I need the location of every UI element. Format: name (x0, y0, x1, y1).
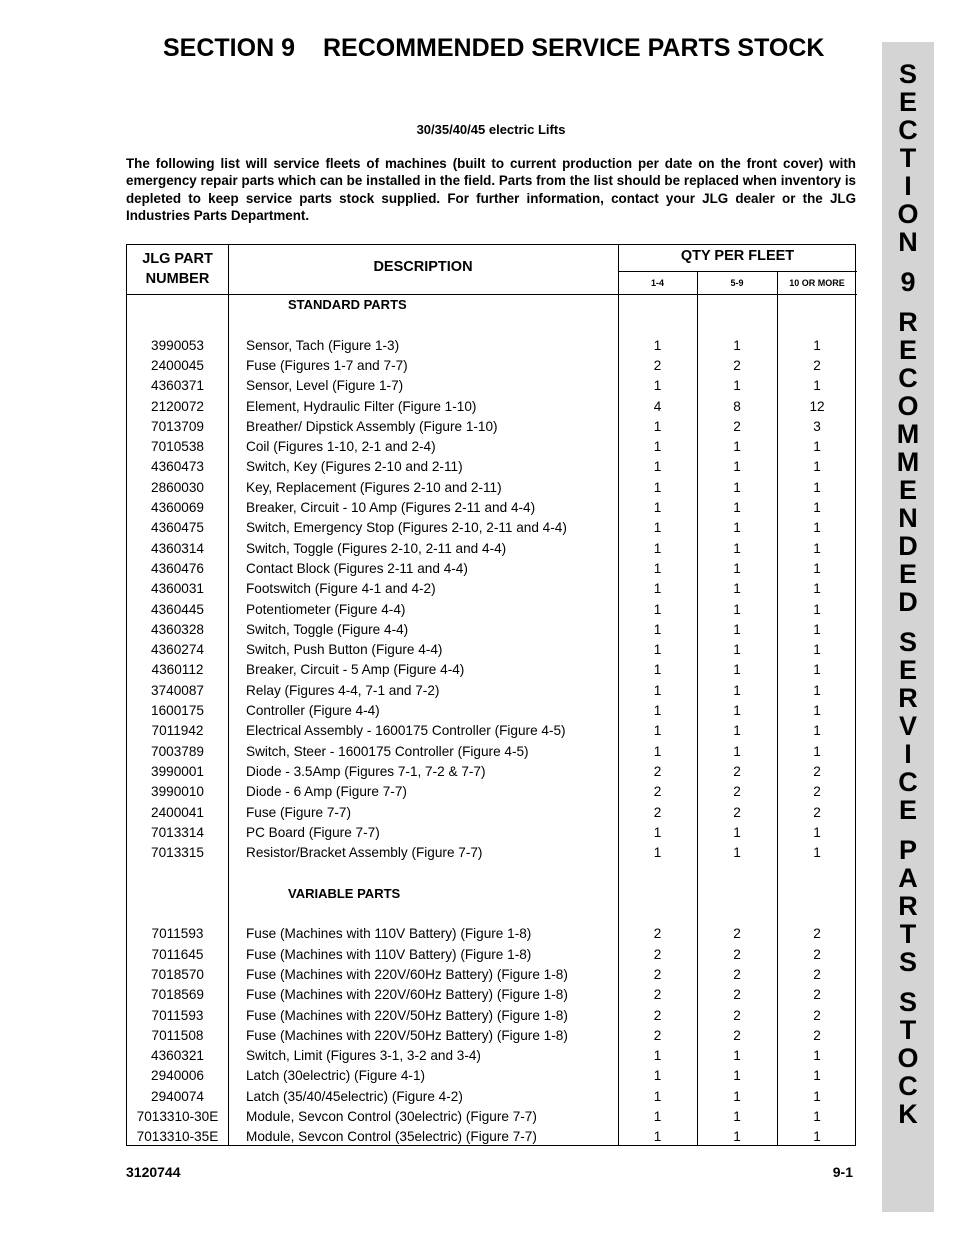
qty-5-9-cell: 2 (733, 357, 741, 373)
qty-1-4-cell: 2 (653, 987, 662, 1003)
qty-10-or-more-cell: 2 (813, 1027, 821, 1043)
table-row (127, 336, 857, 356)
qty-1-4-cell: 1 (653, 662, 662, 678)
part-number-cell: 1600175 (151, 703, 204, 718)
description-cell: Fuse (Machines with 110V Battery) (Figure 1-8) (246, 926, 532, 942)
qty-5-9-cell: 1 (733, 601, 741, 617)
page-title (163, 34, 824, 63)
qty-1-4-cell: 2 (653, 357, 662, 373)
qty-1-4-cell: 1 (653, 1109, 662, 1124)
qty-10-or-more-cell: 1 (813, 479, 821, 495)
qty-1-4-cell: 2 (653, 784, 662, 800)
qty-10-or-more-cell: 1 (813, 459, 821, 475)
description-cell: Diode - 3.5Amp (Figures 7-1, 7-2 & 7-7) (246, 763, 486, 779)
side-tab-letter: T (899, 1015, 917, 1045)
part-number-cell: 4360069 (151, 500, 204, 515)
side-tab-letter: C (898, 767, 918, 797)
side-tab-word (898, 836, 918, 976)
qty-5-9-cell: 1 (733, 1088, 741, 1104)
side-tab-letter: O (897, 391, 919, 421)
side-tab-letter: E (898, 559, 917, 589)
table-row (127, 1046, 857, 1066)
table-row (127, 721, 857, 741)
page-number: 9-1 (832, 1164, 853, 1180)
table-row (127, 1026, 857, 1046)
table-row (127, 843, 857, 863)
side-tab-letter: D (898, 531, 918, 561)
side-tab-letter: I (904, 739, 912, 769)
qty-10-or-more-cell: 1 (813, 581, 821, 597)
qty-10-or-more-cell: 1 (813, 621, 821, 637)
qty-10-or-more-cell: 1 (813, 1048, 821, 1064)
qty-5-9-cell: 2 (733, 784, 741, 800)
side-tab-letter: S (898, 947, 917, 977)
table-row (127, 701, 857, 721)
qty-10-or-more-cell: 2 (813, 763, 821, 779)
qty-10-or-more-cell: 12 (809, 398, 825, 414)
side-tab-letter: T (899, 143, 917, 173)
description-cell: Coil (Figures 1-10, 2-1 and 2-4) (246, 439, 436, 455)
table-row (127, 579, 857, 599)
qty-10-or-more-cell: 1 (813, 601, 821, 617)
table-row (127, 559, 857, 579)
description-cell: Fuse (Figure 7-7) (246, 804, 352, 820)
qty-10-or-more-cell: 2 (813, 804, 821, 820)
side-tab-letter: A (898, 863, 918, 893)
side-tab-word (900, 268, 915, 296)
part-number-cell: 2940006 (151, 1068, 204, 1084)
qty-1-4-cell: 1 (653, 459, 662, 475)
side-tab-letter: E (898, 335, 917, 365)
qty-1-4-cell: 1 (653, 1088, 662, 1104)
part-number-cell: 7011508 (151, 1027, 204, 1043)
qty-5-9-cell: 2 (733, 946, 741, 962)
part-number-cell: 4360475 (151, 520, 204, 536)
qty-5-9-cell: 1 (733, 662, 741, 678)
part-number-cell: 2860030 (151, 479, 204, 495)
table-row (127, 681, 857, 701)
side-tab-letter: E (898, 655, 917, 685)
description-cell: Fuse (Machines with 220V/50Hz Battery) (Figure 1-8) (246, 1007, 568, 1023)
qty-1-4-cell: 1 (653, 439, 662, 455)
qty-5-9-cell: 1 (733, 1109, 741, 1124)
header-divider (618, 271, 857, 272)
header-description: DESCRIPTION (373, 259, 473, 275)
description-cell: Module, Sevcon Control (35electric) (Figure 7-7) (246, 1129, 537, 1145)
qty-5-9-cell: 1 (733, 439, 741, 455)
side-tab-letter: C (898, 1071, 918, 1101)
part-number-cell: 7013310-35E (136, 1129, 219, 1145)
part-number-cell: 7010538 (151, 439, 204, 455)
qty-10-or-more-cell: 1 (813, 743, 821, 759)
table-row (127, 985, 857, 1005)
qty-1-4-cell: 1 (653, 601, 662, 617)
side-tab-letter: R (898, 307, 918, 337)
qty-1-4-cell: 1 (653, 824, 662, 840)
table-row (127, 620, 857, 640)
qty-10-or-more-cell: 1 (813, 439, 821, 455)
side-tab-word (897, 308, 920, 616)
side-tab-word (897, 60, 918, 256)
description-cell: Footswitch (Figure 4-1 and 4-2) (246, 581, 436, 597)
table-row (127, 640, 857, 660)
side-tab-letter: N (898, 503, 918, 533)
qty-5-9-cell: 2 (733, 418, 741, 434)
side-tab-letter: E (898, 475, 917, 505)
description-cell: Key, Replacement (Figures 2-10 and 2-11) (246, 479, 502, 495)
qty-10-or-more-cell: 1 (813, 1068, 821, 1084)
header-qty-10-or-more: 10 OR MORE (789, 278, 845, 288)
table-row (127, 924, 857, 944)
part-number-cell: 4360328 (151, 621, 204, 637)
qty-5-9-cell: 2 (733, 966, 741, 982)
qty-10-or-more-cell: 2 (813, 987, 821, 1003)
description-cell: Switch, Emergency Stop (Figures 2-10, 2-11 and 4-4) (246, 520, 567, 536)
part-number-cell: 4360321 (151, 1048, 204, 1064)
document-number: 3120744 (126, 1164, 181, 1180)
part-number-cell: 7013315 (151, 845, 204, 861)
table-row (127, 457, 857, 477)
qty-1-4-cell: 1 (653, 621, 662, 637)
qty-5-9-cell: 1 (733, 500, 741, 515)
description-cell: Breaker, Circuit - 10 Amp (Figures 2-11 and 4-4) (246, 500, 536, 515)
qty-1-4-cell: 1 (653, 520, 662, 536)
side-tab (882, 42, 934, 1212)
part-number-cell: 4360476 (151, 560, 204, 576)
qty-5-9-cell: 2 (733, 987, 741, 1003)
qty-1-4-cell: 1 (653, 1048, 662, 1064)
qty-1-4-cell: 2 (653, 926, 662, 942)
qty-10-or-more-cell: 2 (813, 966, 821, 982)
part-number-cell: 4360112 (151, 662, 204, 678)
subtitle: 30/35/40/45 electric Lifts (416, 122, 566, 137)
qty-5-9-cell: 1 (733, 703, 741, 718)
side-tab-letter: I (904, 171, 912, 201)
side-tab-word (897, 988, 918, 1128)
qty-10-or-more-cell: 1 (813, 520, 821, 536)
qty-1-4-cell: 2 (653, 804, 662, 820)
table-row (127, 356, 857, 376)
side-tab-letter: E (898, 87, 917, 117)
description-cell: Controller (Figure 4-4) (246, 703, 380, 718)
part-number-cell: 3990010 (151, 784, 204, 800)
table-row (127, 539, 857, 559)
table-row (127, 965, 857, 985)
side-tab-letter: D (898, 587, 918, 617)
side-tab-letter: 9 (900, 267, 916, 297)
qty-5-9-cell: 1 (733, 1048, 741, 1064)
qty-10-or-more-cell: 1 (813, 560, 821, 576)
description-cell: Latch (30electric) (Figure 4-1) (246, 1068, 426, 1084)
header-part-number: JLG PART NUMBER (142, 251, 213, 287)
qty-10-or-more-cell: 1 (813, 703, 821, 718)
parts-table (126, 244, 856, 1146)
qty-10-or-more-cell: 1 (813, 378, 821, 394)
table-row (127, 498, 857, 518)
qty-10-or-more-cell: 2 (813, 926, 821, 942)
table-row (127, 945, 857, 965)
qty-1-4-cell: 1 (653, 581, 662, 597)
table-row (127, 437, 857, 457)
intro-paragraph: The following list will service fleets of machines (built to current production per date on the front cover) with emergency repair parts which can be installed in the field. Parts from the list should be replaced when inventory is depleted to keep service parts stock supplied. For further information, contact your JLG dealer or the JLG Industries Parts Department. (126, 156, 856, 223)
header-divider (127, 294, 857, 295)
table-row (127, 782, 857, 802)
qty-10-or-more-cell: 2 (813, 1007, 821, 1023)
table-row (127, 803, 857, 823)
qty-5-9-cell: 1 (733, 845, 741, 861)
qty-5-9-cell: 1 (733, 479, 741, 495)
qty-5-9-cell: 2 (733, 1027, 741, 1043)
description-cell: Element, Hydraulic Filter (Figure 1-10) (246, 398, 477, 414)
qty-10-or-more-cell: 1 (813, 723, 821, 739)
section-label: STANDARD PARTS (288, 297, 407, 312)
description-cell: Breaker, Circuit - 5 Amp (Figure 4-4) (246, 662, 465, 678)
part-number-cell: 2940074 (151, 1088, 204, 1104)
qty-10-or-more-cell: 1 (813, 337, 821, 353)
table-row (127, 397, 857, 417)
qty-1-4-cell: 2 (653, 1027, 662, 1043)
part-number-cell: 3740087 (151, 682, 204, 698)
side-tab-word (898, 628, 918, 824)
qty-1-4-cell: 4 (653, 398, 662, 414)
table-row (127, 1006, 857, 1026)
qty-1-4-cell: 1 (653, 682, 662, 698)
qty-1-4-cell: 2 (653, 966, 662, 982)
part-number-cell: 3990053 (151, 337, 204, 353)
qty-10-or-more-cell: 1 (813, 1129, 821, 1145)
part-number-cell: 7018570 (151, 966, 204, 982)
qty-5-9-cell: 8 (733, 398, 741, 414)
part-number-cell: 4360031 (151, 581, 204, 597)
qty-5-9-cell: 1 (733, 824, 741, 840)
side-tab-letter: M (896, 419, 920, 449)
description-cell: Switch, Toggle (Figure 4-4) (246, 621, 409, 637)
section-number: SECTION 9 (163, 34, 295, 62)
table-row (127, 600, 857, 620)
side-tab-letter: R (898, 683, 918, 713)
qty-10-or-more-cell: 1 (813, 1109, 821, 1124)
side-tab-letter: P (898, 835, 917, 865)
qty-5-9-cell: 1 (733, 520, 741, 536)
side-tab-letter: O (897, 199, 919, 229)
qty-5-9-cell: 1 (733, 540, 741, 556)
description-cell: Fuse (Machines with 220V/60Hz Battery) (Figure 1-8) (246, 966, 568, 982)
qty-10-or-more-cell: 1 (813, 500, 821, 515)
qty-5-9-cell: 1 (733, 642, 741, 658)
description-cell: Sensor, Tach (Figure 1-3) (246, 337, 400, 353)
side-tab-letter: R (898, 891, 918, 921)
qty-10-or-more-cell: 2 (813, 946, 821, 962)
qty-5-9-cell: 1 (733, 378, 741, 394)
qty-1-4-cell: 1 (653, 1129, 662, 1145)
qty-5-9-cell: 1 (733, 581, 741, 597)
side-tab-letter: M (896, 447, 920, 477)
table-row (127, 478, 857, 498)
table-row (127, 1087, 857, 1107)
side-tab-letter: S (898, 987, 917, 1017)
part-number-cell: 7011942 (151, 723, 204, 739)
table-row (127, 1127, 857, 1147)
qty-1-4-cell: 1 (653, 845, 662, 861)
description-cell: Fuse (Figures 1-7 and 7-7) (246, 357, 408, 373)
qty-5-9-cell: 2 (733, 1007, 741, 1023)
qty-5-9-cell: 1 (733, 743, 741, 759)
qty-1-4-cell: 1 (653, 418, 662, 434)
qty-1-4-cell: 1 (653, 479, 662, 495)
table-row (127, 823, 857, 843)
side-tab-letter: K (898, 1099, 918, 1129)
qty-1-4-cell: 1 (653, 378, 662, 394)
qty-10-or-more-cell: 1 (813, 824, 821, 840)
part-number-cell: 2120072 (151, 398, 204, 414)
qty-5-9-cell: 1 (733, 1068, 741, 1084)
table-row (127, 762, 857, 782)
description-cell: Switch, Limit (Figures 3-1, 3-2 and 3-4) (246, 1048, 481, 1064)
part-number-cell: 4360473 (151, 459, 204, 475)
description-cell: Diode - 6 Amp (Figure 7-7) (246, 784, 407, 800)
description-cell: Electrical Assembly - 1600175 Controller (Figure 4-5) (246, 723, 566, 739)
table-row (127, 1066, 857, 1086)
description-cell: Fuse (Machines with 220V/60Hz Battery) (Figure 1-8) (246, 987, 568, 1003)
qty-5-9-cell: 1 (733, 1129, 741, 1145)
side-tab-letter: E (898, 795, 917, 825)
qty-5-9-cell: 2 (733, 804, 741, 820)
header-qty-1-4: 1-4 (650, 278, 664, 288)
description-cell: Switch, Push Button (Figure 4-4) (246, 642, 443, 658)
part-number-cell: 7013314 (151, 824, 204, 840)
qty-1-4-cell: 1 (653, 1068, 662, 1084)
part-number-cell: 7013709 (151, 418, 204, 434)
part-number-cell: 7011593 (151, 1007, 204, 1023)
qty-5-9-cell: 1 (733, 682, 741, 698)
qty-1-4-cell: 1 (653, 743, 662, 759)
table-row (127, 518, 857, 538)
part-number-cell: 4360314 (151, 540, 204, 556)
side-tab-letter: V (898, 711, 917, 741)
qty-10-or-more-cell: 1 (813, 845, 821, 861)
part-number-cell: 2400041 (151, 804, 204, 820)
qty-1-4-cell: 2 (653, 763, 662, 779)
description-cell: Switch, Toggle (Figures 2-10, 2-11 and 4-4) (246, 540, 507, 556)
qty-10-or-more-cell: 1 (813, 682, 821, 698)
part-number-cell: 2400045 (151, 357, 204, 373)
qty-1-4-cell: 1 (653, 560, 662, 576)
description-cell: Fuse (Machines with 110V Battery) (Figure 1-8) (246, 946, 532, 962)
qty-1-4-cell: 1 (653, 500, 662, 515)
qty-10-or-more-cell: 1 (813, 662, 821, 678)
qty-1-4-cell: 1 (653, 703, 662, 718)
table-row (127, 660, 857, 680)
part-number-cell: 7013310-30E (136, 1109, 219, 1124)
qty-1-4-cell: 1 (653, 723, 662, 739)
qty-10-or-more-cell: 1 (813, 540, 821, 556)
qty-1-4-cell: 2 (653, 1007, 662, 1023)
header-qty-per-fleet: QTY PER FLEET (680, 248, 795, 264)
description-cell: PC Board (Figure 7-7) (246, 824, 380, 840)
side-tab-letter: C (898, 363, 918, 393)
qty-5-9-cell: 1 (733, 723, 741, 739)
table-row (127, 376, 857, 396)
qty-5-9-cell: 1 (733, 560, 741, 576)
part-number-cell: 4360371 (151, 378, 204, 394)
table-row (127, 742, 857, 762)
description-cell: Sensor, Level (Figure 1-7) (246, 378, 404, 394)
qty-5-9-cell: 2 (733, 763, 741, 779)
part-number-cell: 4360274 (151, 642, 204, 658)
qty-10-or-more-cell: 1 (813, 1088, 821, 1104)
description-cell: Switch, Key (Figures 2-10 and 2-11) (246, 459, 463, 475)
part-number-cell: 3990001 (151, 763, 204, 779)
description-cell: Contact Block (Figures 2-11 and 4-4) (246, 560, 468, 576)
part-number-cell: 7011593 (151, 926, 204, 942)
qty-10-or-more-cell: 1 (813, 642, 821, 658)
description-cell: Relay (Figures 4-4, 7-1 and 7-2) (246, 682, 440, 698)
part-number-cell: 7011645 (151, 946, 204, 962)
description-cell: Switch, Steer - 1600175 Controller (Figure 4-5) (246, 743, 529, 759)
description-cell: Module, Sevcon Control (30electric) (Figure 7-7) (246, 1109, 537, 1124)
part-number-cell: 7018569 (151, 987, 204, 1003)
side-tab-letter: N (898, 227, 918, 257)
table-row (127, 417, 857, 437)
qty-1-4-cell: 1 (653, 642, 662, 658)
part-number-cell: 4360445 (151, 601, 204, 617)
side-tab-letter: T (899, 919, 917, 949)
part-number-cell: 7003789 (151, 743, 204, 759)
section-title: RECOMMENDED SERVICE PARTS STOCK (322, 34, 825, 62)
section-label: VARIABLE PARTS (288, 885, 401, 901)
qty-10-or-more-cell: 2 (813, 784, 821, 800)
description-cell: Potentiometer (Figure 4-4) (246, 601, 406, 617)
qty-5-9-cell: 1 (733, 337, 741, 353)
side-tab-letters (882, 60, 934, 1128)
qty-5-9-cell: 1 (733, 621, 741, 637)
description-cell: Breather/ Dipstick Assembly (Figure 1-10) (246, 418, 498, 434)
qty-1-4-cell: 2 (653, 946, 662, 962)
side-tab-letter: S (898, 627, 917, 657)
qty-10-or-more-cell: 3 (813, 418, 821, 434)
qty-5-9-cell: 1 (733, 459, 741, 475)
description-cell: Latch (35/40/45electric) (Figure 4-2) (246, 1088, 463, 1104)
qty-1-4-cell: 1 (653, 337, 662, 353)
table-row (127, 1107, 857, 1127)
qty-1-4-cell: 1 (653, 540, 662, 556)
header-qty-5-9: 5-9 (730, 278, 744, 288)
description-cell: Resistor/Bracket Assembly (Figure 7-7) (246, 845, 483, 861)
description-cell: Fuse (Machines with 220V/50Hz Battery) (Figure 1-8) (246, 1027, 568, 1043)
side-tab-letter: S (898, 59, 917, 89)
qty-10-or-more-cell: 2 (813, 357, 821, 373)
side-tab-letter: O (897, 1043, 919, 1073)
side-tab-letter: C (898, 115, 918, 145)
qty-5-9-cell: 2 (733, 926, 741, 942)
